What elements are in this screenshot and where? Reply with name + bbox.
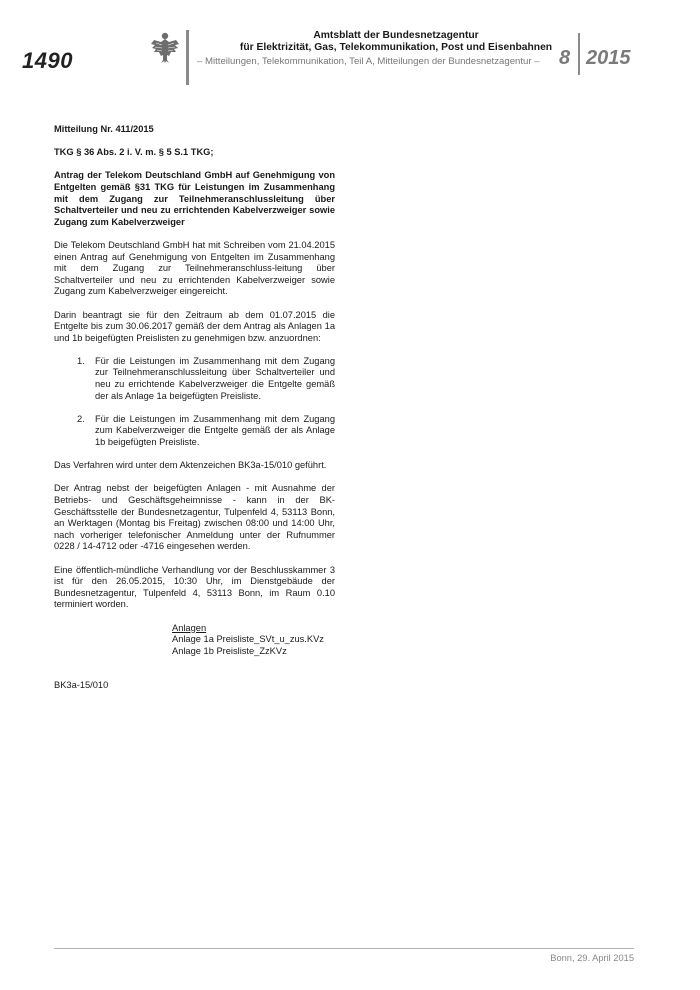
- request-list: [54, 356, 335, 449]
- notice-title: Antrag der Telekom Deutschland GmbH auf Genehmigung von Entgelten gemäß §31 TKG für Leistungen im Zusammenhang mit dem Zugang zur Teilnehmeranschlussleitung über Schaltverteiler und neu zu errichtenden Kabelverzweiger sowie Zugang zum Kabelverzweiger: [54, 170, 335, 227]
- publication-title-line2: für Elektrizität, Gas, Telekommunikation, Post und Eisenbahnen: [239, 42, 553, 53]
- publication-title-line1: Amtsblatt der Bundesnetzagentur: [313, 30, 479, 41]
- publication-title: [190, 30, 602, 54]
- notice-body: [54, 124, 335, 692]
- notice-paragraph-5: Eine öffentlich-mündliche Verhandlung vor der Beschlusskammer 3 ist für den 26.05.2015, 10:30 Uhr, im Dienstgebäude der Bundesnetzagentur, Tulpenfeld 4, 53113 Bonn, im Raum 0.10 terminiert worden.: [54, 564, 335, 610]
- issue-divider: [578, 33, 580, 75]
- list-item-number: 1.: [77, 355, 85, 366]
- attachment-item: Anlage 1a Preisliste_SVt_u_zus.KVz: [172, 634, 324, 645]
- list-item-number: 2.: [77, 413, 85, 424]
- footer-divider: [54, 948, 634, 949]
- list-item-text: Für die Leistungen im Zusammenhang mit dem Zugang zur Teilnehmeranschlussleitung über Schaltverteiler und neu zu errichtende Kabelverzweiger die Entgelte gemäß der als Anlage 1a beigefügten Preisliste.: [95, 355, 335, 401]
- page-number: 1490: [22, 48, 73, 73]
- header-divider: [186, 30, 189, 85]
- issue-number: 8: [559, 47, 571, 69]
- notice-legal-basis: TKG § 36 Abs. 2 i. V. m. § 5 S.1 TKG;: [54, 147, 214, 158]
- list-item-text: Für die Leistungen im Zusammenhang mit dem Zugang zum Kabelverzweiger die Entgelte gemäß der als Anlage 1b beigefügten Preisliste.: [95, 413, 335, 448]
- notice-number: Mitteilung Nr. 411/2015: [54, 124, 154, 134]
- footer-date: Bonn, 29. April 2015: [550, 953, 634, 963]
- publication-subtitle: – Mitteilungen, Telekommunikation, Teil A, Mitteilungen der Bundesnetzagentur –: [197, 56, 540, 67]
- list-item: [54, 414, 335, 449]
- notice-paragraph-1: Die Telekom Deutschland GmbH hat mit Schreiben vom 21.04.2015 einen Antrag auf Genehmigung von Entgelten im Zusammenhang mit dem Zugang zur Teilnehmeranschluss-leitung über Schaltverteiler und neu zu errichtenden Kabelverzweiger sowie Zugang zum Kabelverzweiger eingereicht.: [54, 239, 335, 297]
- attachments: [172, 623, 335, 658]
- federal-eagle-icon: [150, 30, 180, 64]
- issue-year: 2015: [586, 47, 631, 69]
- list-item: [54, 356, 335, 402]
- attachments-heading: Anlagen: [172, 622, 207, 633]
- notice-paragraph-2: Darin beantragt sie für den Zeitraum ab dem 01.07.2015 die Entgelte bis zum 30.06.2017 gemäß der dem Antrag als Anlagen 1a und 1b beigefügten Preislisten zu genehmigen bzw. anzuordnen:: [54, 309, 335, 343]
- notice-paragraph-3: Das Verfahren wird unter dem Aktenzeichen BK3a-15/010 geführt.: [54, 460, 327, 471]
- attachment-item: Anlage 1b Preisliste_ZzKVz: [172, 645, 287, 656]
- file-reference: BK3a-15/010: [54, 680, 109, 691]
- notice-paragraph-4: Der Antrag nebst der beigefügten Anlagen - mit Ausnahme der Betriebs- und Geschäftsgeheimnisse - kann in der BK-Geschäftsstelle der Bundesnetzagentur, Tulpenfeld 4, 53113 Bonn, an Werktagen (Montag bis Freitag) zwischen 08:00 und 14:00 Uhr, nach vorheriger telefonischer Anmeldung unter der Rufnummer 0228 / 14-4712 oder -4716 eingesehen werden.: [54, 483, 335, 552]
